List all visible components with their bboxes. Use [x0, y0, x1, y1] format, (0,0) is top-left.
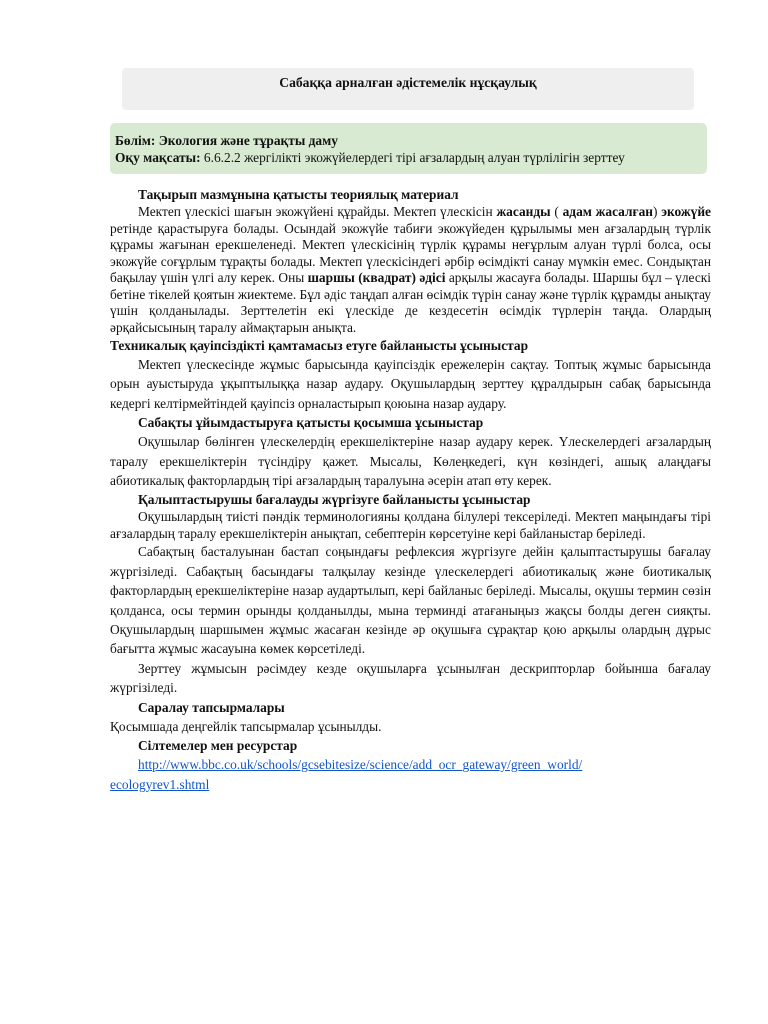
term-ecosystem: экожүйе	[661, 204, 711, 219]
organization-heading: Сабақты ұйымдастыруға қатысты қосымша ұсыныстар	[138, 415, 484, 431]
safety-heading: Техникалық қауіпсіздікті қамтамасыз етуге байланысты ұсыныстар	[110, 338, 529, 353]
reference-link-paragraph	[110, 755, 711, 794]
section-label: Бөлім:	[115, 133, 156, 148]
theory-text-4: ретінде қарастыруға болады. Осындай экожүйе табиғи экожүйеден құрылымы мен ағзалардың түрлік құрамы жағынан ерекшеленеді. Мектеп үлескісінің түрлік құрамы неғұрлым алуан түрлі болса, осы экожүйе соғұрлым тұрақты болады. Мектеп үлескісіндегі әрбір өсімдікті санау мүмкін емес. Сондықтан бақылау үшін үлгі алу керек. Оны	[110, 220, 711, 285]
term-square-method: шаршы (квадрат) әдісі	[307, 270, 446, 285]
page-title: Сабаққа арналған әдістемелік нұсқаулық	[279, 75, 537, 90]
title-box	[122, 68, 694, 110]
leveled-tasks-heading: Саралау тапсырмалары	[138, 699, 285, 715]
section-line	[115, 132, 701, 149]
assessment-heading: Қалыптастырушы бағалауды жүргізуге байланысты ұсыныстар	[138, 492, 531, 508]
theory-text-2: (	[550, 204, 563, 219]
reference-link[interactable]	[110, 757, 582, 791]
objective-line	[115, 149, 701, 166]
assessment-paragraph-1: Оқушылардың тиісті пәндік терминологияны қолдана білулері тексеріледі. Мектеп маңындағы тірі ағзалардың таралу ерекшеліктерін анықтап, себептерін көрсетуіне кері байланыстар беріледі.	[110, 509, 711, 541]
theory-text-3: )	[653, 204, 662, 219]
theory-text-1: Мектеп үлескісі шағын экожүйені құрайды. Мектеп үлескісін	[138, 204, 497, 219]
document-page	[110, 68, 710, 794]
reference-link-line-1[interactable]: http://www.bbc.co.uk/schools/gcsebitesize/science/add_ocr_gateway/green_world/	[138, 757, 583, 773]
objective-value: 6.6.2.2 жергілікті экожүйелердегі тірі ағзалардың алуан түрлілігін зерттеу	[200, 150, 625, 165]
theory-paragraph	[110, 204, 711, 336]
assessment-paragraph-3: Зерттеу жұмысын рәсімдеу кезде оқушыларға ұсынылған дескрипторлар бойынша бағалау жүргізіледі.	[110, 660, 711, 696]
term-artificial: жасанды	[496, 204, 551, 219]
theory-heading: Тақырып мазмұнына қатысты теориялық материал	[138, 187, 459, 202]
safety-paragraph: Мектеп үлескесінде жұмыс барысында қауіпсіздік ережелерін сақтау. Топтық жұмыс барысында орын ауыстыруда ұқыптылыққа назар аудару. Оқушылардың зерттеу құралдырын сабақ барысында кедергі келтірмейтіндей қауіпсіз орналастырып қоюына назар аудару.	[110, 357, 711, 411]
objective-label: Оқу мақсаты:	[115, 150, 201, 165]
section-value: Экология және тұрақты даму	[155, 133, 338, 148]
organization-paragraph: Оқушылар бөлінген үлескелердің ерекшеліктеріне назар аудару керек. Үлескелердегі ағзалардың таралу ерекшеліктерін түсіндіру қажет. Мысалы, Көлеңкедегі, күн көзіндегі, ашық алаңдағы абиотикалық факторлардың тірі ағзалардың таралуына әсерін атап өту керек.	[110, 434, 711, 489]
theory-text-5: арқылы жасауға болады. Шаршы бұл – үлескі бетіне тікелей қоятын жиектеме. Бұл әдіс таңдап алған өсімдік түрін санау және түрлік құрамды анықтау үшін қолданылады. Зерттелетін екі үлескіде де кездесетін өсімдік түрлерін таңда. Олардың әрқайсысының таралу аймақтарын анықта.	[110, 270, 711, 335]
assessment-paragraph-2: Сабақтың басталуынан бастап соңындағы рефлексия жүргізуге дейін қалыптастырушы бағалау жүргізіледі. Сабақтың басындағы талқылау кезінде үлескелердегі абиотикалық және биотикалық факторлардың ерекшеліктеріне назар аудартылып, кері байланыс беріледі. Мысалы, оқушы термин сөзін қолданса, осы термин орынды қолданылды, мына терминді атағаныңыз жақсы болды деген сияқты. Оқушылардың шаршымен жұмыс жасаған кезінде әр оқушыға сұрақтар қою арқылы олардың дұрыс бағытта жұмыс жасауына көмек көрсетіледі.	[110, 544, 711, 657]
document-body	[110, 186, 711, 794]
term-man-made: адам жасалған	[562, 204, 653, 219]
references-heading: Сілтемелер мен ресурстар	[138, 738, 298, 754]
objective-box	[110, 123, 707, 174]
reference-link-line-2[interactable]: ecologyrev1.shtml	[110, 776, 210, 792]
leveled-tasks-text: Қосымшада деңгейлік тапсырмалар ұсынылды.	[110, 718, 382, 734]
